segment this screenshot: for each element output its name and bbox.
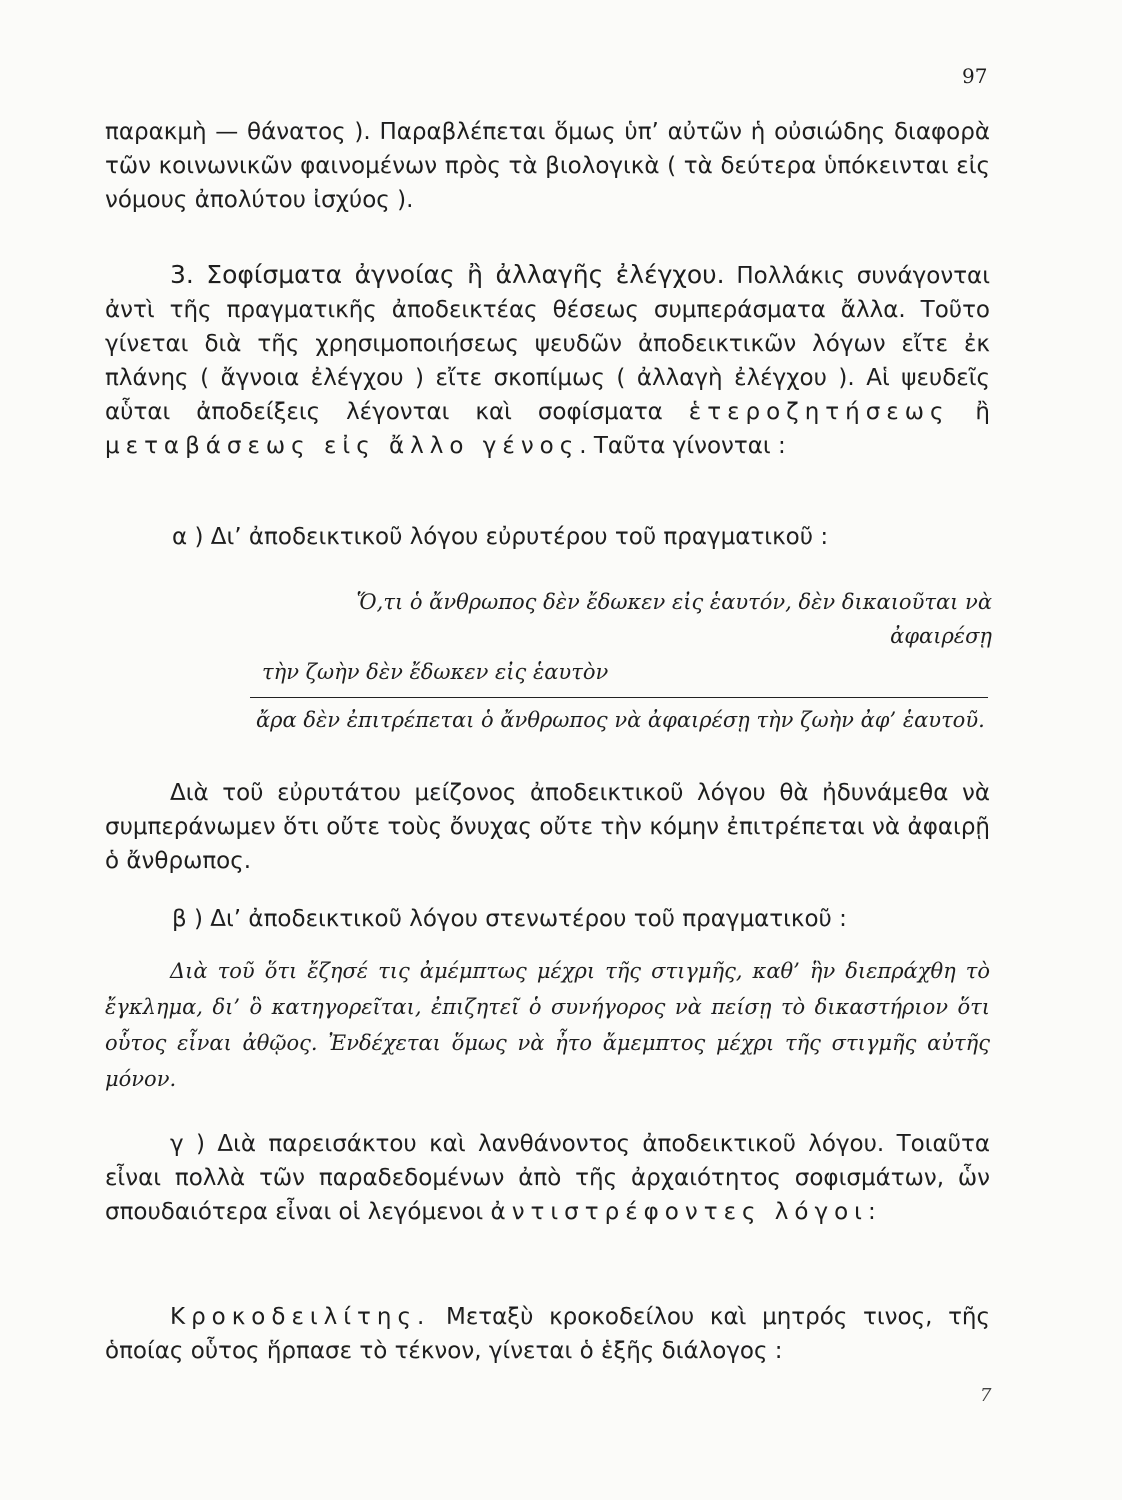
crocodile-text: Μεταξὺ κροκοδείλου καὶ μητρός τινος, τῆς ὁποίας οὗτος ἥρπασε τὸ τέκνον, γίνεται ὁ ἑξῆς διάλογος : [105, 1304, 990, 1364]
spaced-term-krokodeilites: Κροκοδειλίτης. [170, 1304, 431, 1330]
spaced-term-metabasis: μεταβάσεως εἰς ἄλλο γένος [105, 433, 580, 459]
paragraph-intro: παρακμὴ — θάνατος ). Παραβλέπεται ὅμως ὑπ’ αὐτῶν ἡ οὐσιώδης διαφορὰ τῶν κοινωνικῶν φαινομένων πρὸς τὰ βιολογικὰ ( τὰ δεύτερα ὑπόκεινται εἰς νόμους ἀπολύτου ἰσχύος ). [105, 119, 990, 213]
item-c-paragraph [105, 1127, 990, 1229]
crocodile-paragraph [105, 1300, 990, 1368]
section-heading: 3. Σοφίσματα ἀγνοίας ἢ ἀλλαγῆς ἐλέγχου. [170, 260, 725, 289]
syllogism-major-premise: Ὅ,τι ὁ ἄνθρωπος δὲν ἔδωκεν εἰς ἑαυτόν, δὲν δικαιοῦται νὰ [356, 590, 992, 614]
spaced-term-heterozetesis: ἑτεροζητήσεως [688, 399, 950, 425]
item-a-heading: α ) Δι’ ἀποδεικτικοῦ λόγου εὐρυτέρου τοῦ πραγματικοῦ : [172, 524, 829, 550]
syllogism-minor-premise: τὴν ζωὴν δὲν ἔδωκεν εἰς ἑαυτὸν [262, 660, 609, 684]
spaced-term-antistrephontes: ἀντιστρέφοντες λόγοι [490, 1199, 868, 1225]
paragraph-dia: Διὰ τοῦ εὐρυτάτου μείζονος ἀποδεικτικοῦ λόγου θὰ ἠδυνάμεθα νὰ συμπεράνωμεν ὅτι οὔτε τοὺς ὄνυχας οὔτε τὴν κόμην ἐπιτρέπεται νὰ ἀφαιρῇ ὁ ἄνθρωπος. [105, 780, 990, 874]
section-3-paragraph [105, 258, 990, 463]
syllogism-conclusion: ἄρα δὲν ἐπιτρέπεται ὁ ἄνθρωπος νὰ ἀφαιρέσῃ τὴν ζωὴν ἀφ’ ἑαυτοῦ. [256, 708, 985, 732]
page-number: 97 [962, 64, 988, 88]
section-text-joiner: ἢ [949, 399, 991, 425]
section-text: Πολλάκις συνάγονται ἀντὶ τῆς πραγματικῆς ἀποδεικτέας θέσεως συμπεράσματα ἄλλα. Τοῦτο γίνεται διὰ τῆς χρησιμοποιήσεως ψευδῶν ἀποδεικτικῶν λόγων εἴτε ἐκ πλάνης ( ἄγνοια ἐλέγχου ) εἴτε σκοπίμως ( ἀλλαγὴ ἐλέγχου ). Αἱ ψευδεῖς αὗται ἀποδείξεις λέγονται καὶ σοφίσματα [105, 263, 990, 425]
section-text-end: . Ταῦτα γίνονται : [579, 433, 786, 459]
syllogism-major-premise-cont: ἀφαιρέσῃ [890, 624, 992, 648]
item-b-heading: β ) Δι’ ἀποδεικτικοῦ λόγου στενωτέρου τοῦ πραγματικοῦ : [172, 906, 847, 932]
syllogism-rule [250, 697, 988, 698]
syllogism [232, 590, 992, 750]
item-c-colon: : [867, 1199, 876, 1225]
example-b: Διὰ τοῦ ὅτι ἔζησέ τις ἀμέμπτως μέχρι τῆς στιγμῆς, καθ’ ἣν διεπράχθη τὸ ἔγκλημα, δι’ ὃ κατηγορεῖται, ἐπιζητεῖ ὁ συνήγορος νὰ πείσῃ τὸ δικαστήριον ὅτι οὗτος εἶναι ἀθῷος. Ἐνδέχεται ὅμως νὰ ἦτο ἄμεμπτος μέχρι τῆς στιγμῆς αὐτῆς μόνον. [105, 959, 990, 1091]
item-c-text: γ ) Διὰ παρεισάκτου καὶ λανθάνοντος ἀποδεικτικοῦ λόγου. Τοιαῦτα εἶναι πολλὰ τῶν παραδεδομένων ἀπὸ τῆς ἀρχαιότητος σοφισμάτων, ὧν σπουδαιότερα εἶναι οἱ λεγόμενοι [105, 1131, 990, 1225]
signature-mark: 7 [980, 1385, 992, 1406]
